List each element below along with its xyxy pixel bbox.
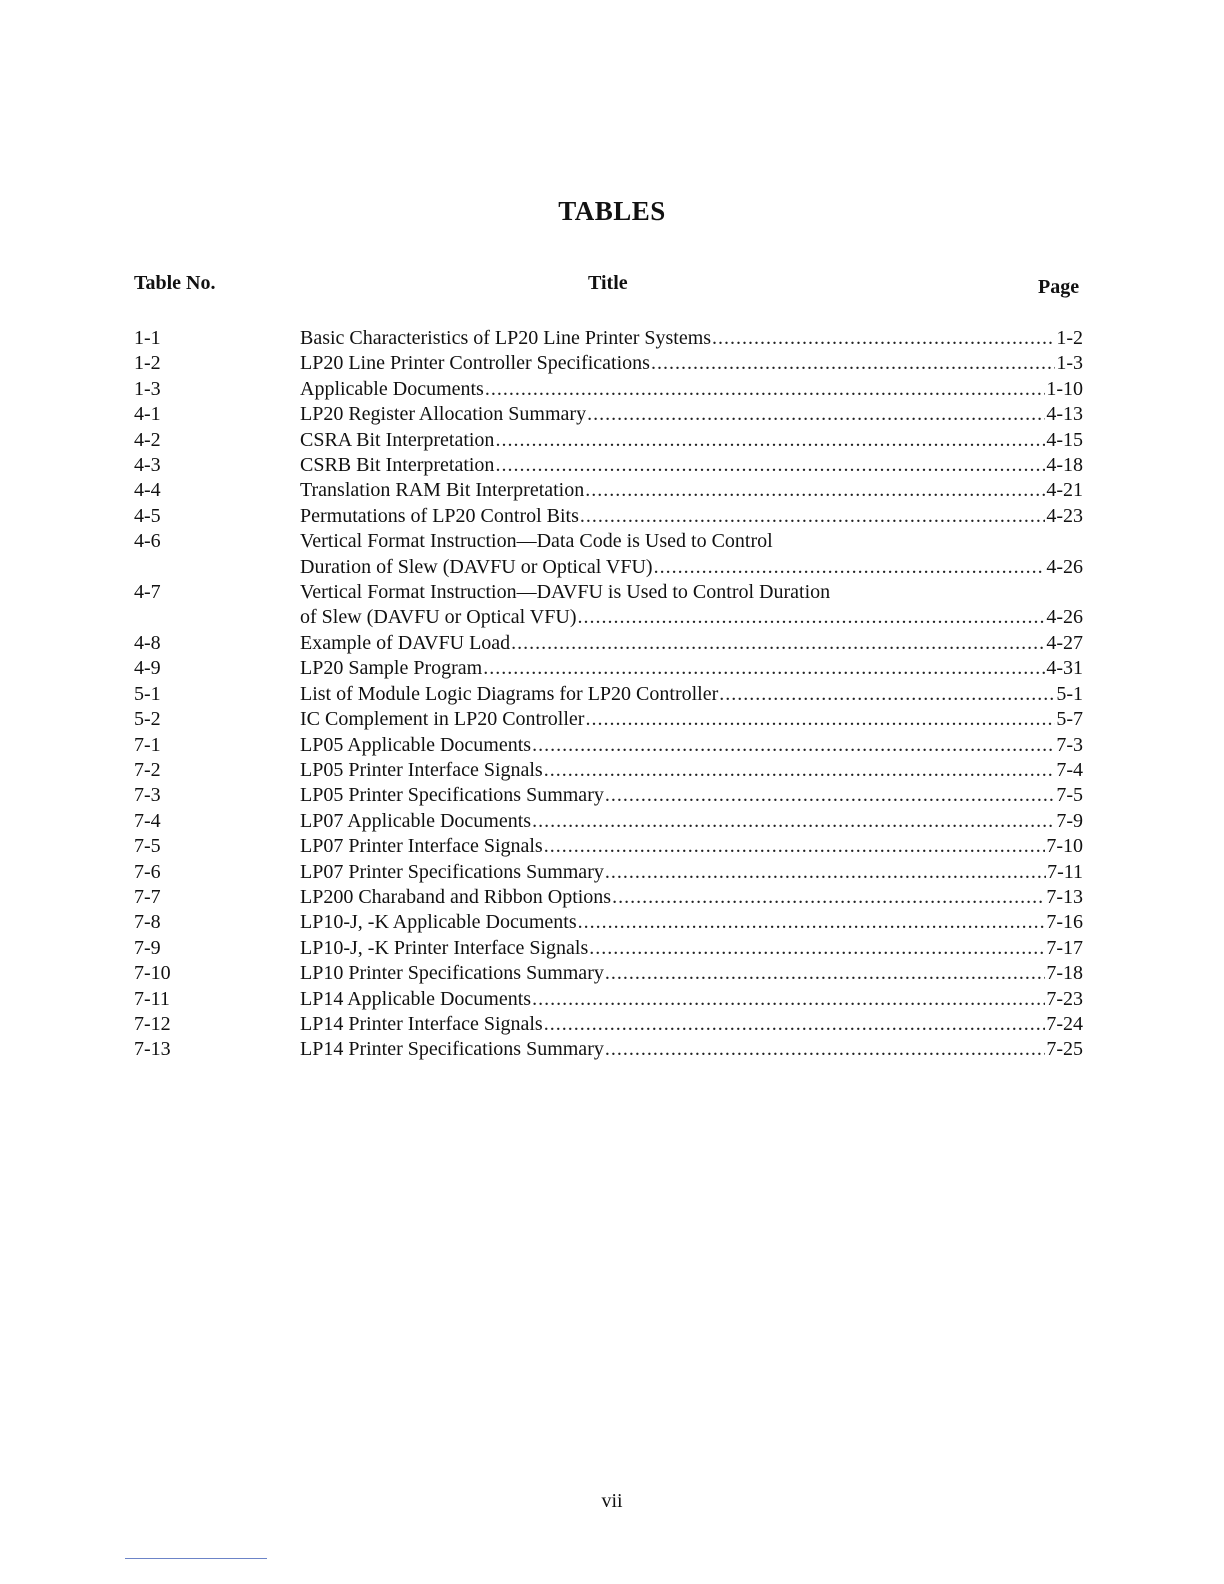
table-title-line (300, 478, 1083, 503)
table-title: LP14 Applicable Documents (300, 987, 532, 1010)
dot-leader (511, 631, 1045, 656)
table-number: 7-4 (134, 809, 161, 832)
table-entry (300, 402, 1083, 427)
table-row (0, 783, 1224, 808)
table-title-line (300, 682, 1083, 707)
table-title-line (300, 351, 1083, 376)
page-ref: 7-16 (1046, 911, 1083, 934)
table-title-line (300, 453, 1083, 478)
page-title: TABLES (558, 196, 666, 227)
table-entry (300, 758, 1083, 783)
table-title: CSRB Bit Interpretation (300, 454, 495, 477)
table-number: 1-1 (134, 327, 161, 349)
table-entry (300, 783, 1083, 808)
table-row (0, 580, 1224, 631)
page-ref: 4-13 (1046, 403, 1083, 426)
table-entry (300, 326, 1083, 351)
column-header-page: Page (1038, 276, 1080, 298)
table-title: LP14 Printer Specifications Summary (300, 1038, 604, 1061)
table-entry (300, 351, 1083, 376)
dot-leader (544, 834, 1046, 859)
table-row (0, 504, 1224, 529)
table-entry (300, 656, 1083, 681)
dot-leader (712, 326, 1055, 351)
dot-leader (587, 402, 1045, 427)
dot-leader (532, 809, 1055, 834)
table-title: LP14 Printer Interface Signals (300, 1012, 543, 1035)
table-number: 7-5 (134, 835, 161, 858)
table-row (0, 860, 1224, 885)
table-entry (300, 580, 1083, 631)
table-entry (300, 961, 1083, 986)
table-entry (300, 453, 1083, 478)
table-title-line (300, 783, 1083, 808)
table-row (0, 758, 1224, 783)
table-title: Permutations of LP20 Control Bits (300, 504, 579, 527)
table-title: Translation RAM Bit Interpretation (300, 479, 585, 502)
page-ref: 7-3 (1056, 733, 1083, 756)
page-ref: 7-5 (1056, 784, 1083, 807)
table-number: 7-2 (134, 758, 161, 781)
table-title-line (300, 605, 1083, 630)
table-row (0, 402, 1224, 427)
column-header-title: Title (588, 272, 628, 294)
page-ref: 4-15 (1046, 428, 1083, 451)
table-entry (300, 910, 1083, 935)
page-ref: 7-17 (1046, 936, 1083, 959)
table-number: 7-11 (134, 987, 170, 1010)
table-title-line (300, 961, 1083, 986)
table-entry (300, 885, 1083, 910)
page-ref: 4-26 (1046, 555, 1083, 578)
dot-leader (577, 605, 1045, 630)
table-title: LP20 Line Printer Controller Specifications (300, 352, 650, 375)
table-number: 4-8 (134, 631, 161, 654)
page-ref: 4-26 (1046, 606, 1083, 629)
table-row (0, 1012, 1224, 1037)
table-title-line (300, 885, 1083, 910)
table-title-line (300, 987, 1083, 1012)
dot-leader (495, 453, 1045, 478)
page-ref: 7-25 (1046, 1038, 1083, 1061)
table-row (0, 961, 1224, 986)
dot-leader (589, 936, 1045, 961)
table-row (0, 733, 1224, 758)
table-number: 7-6 (134, 860, 161, 883)
page-ref: 7-10 (1046, 835, 1083, 858)
table-entry (300, 529, 1083, 580)
page-ref: 1-2 (1056, 327, 1083, 349)
dot-leader (578, 910, 1046, 935)
table-title: Applicable Documents (300, 377, 484, 400)
table-entry (300, 377, 1083, 402)
table-entry (300, 478, 1083, 503)
table-row (0, 910, 1224, 935)
table-entry (300, 987, 1083, 1012)
table-entry (300, 631, 1083, 656)
table-row (0, 351, 1224, 376)
table-row (0, 631, 1224, 656)
dot-leader (605, 860, 1046, 885)
table-row (0, 453, 1224, 478)
table-title: Vertical Format Instruction—DAVFU is Used to Control Duration (300, 581, 831, 604)
table-title-line (300, 656, 1083, 681)
table-title-line (300, 834, 1083, 859)
table-number: 5-2 (134, 708, 161, 731)
page-ref: 7-13 (1046, 885, 1083, 908)
table-title: LP07 Printer Interface Signals (300, 835, 543, 858)
table-title-line (300, 1012, 1083, 1037)
table-title-line (300, 860, 1083, 885)
table-row (0, 809, 1224, 834)
table-entry (300, 860, 1083, 885)
table-title-line (300, 1037, 1083, 1062)
dot-leader (532, 733, 1055, 758)
table-number: 7-7 (134, 885, 161, 908)
table-title: LP10-J, -K Printer Interface Signals (300, 936, 589, 959)
page-number: vii (601, 1490, 623, 1512)
table-title-line (300, 326, 1083, 351)
table-row (0, 326, 1224, 351)
table-title: Duration of Slew (DAVFU or Optical VFU) (300, 555, 653, 578)
dot-leader (605, 1037, 1045, 1062)
table-number: 4-4 (134, 479, 161, 502)
table-row (0, 656, 1224, 681)
page-ref: 1-10 (1046, 377, 1083, 400)
dot-leader (532, 987, 1045, 1012)
table-number: 7-13 (134, 1038, 171, 1061)
table-number: 7-3 (134, 784, 161, 807)
table-title: Example of DAVFU Load (300, 631, 511, 654)
table-title-line (300, 910, 1083, 935)
table-row (0, 682, 1224, 707)
table-row (0, 834, 1224, 859)
table-row (0, 885, 1224, 910)
table-title-line (300, 707, 1083, 732)
table-title: CSRA Bit Interpretation (300, 428, 495, 451)
table-row (0, 1037, 1224, 1062)
page-ref: 7-9 (1056, 809, 1083, 832)
table-entry (300, 834, 1083, 859)
table-number: 4-5 (134, 504, 161, 527)
table-title: of Slew (DAVFU or Optical VFU) (300, 606, 577, 629)
dot-leader (544, 758, 1056, 783)
table-number: 1-2 (134, 352, 161, 375)
table-entry (300, 733, 1083, 758)
table-row (0, 428, 1224, 453)
dot-leader (544, 1012, 1046, 1037)
table-title-line (300, 555, 1083, 580)
table-entry (300, 428, 1083, 453)
tables-list (0, 326, 1224, 1063)
page-ref: 7-11 (1047, 860, 1083, 883)
table-entry (300, 1012, 1083, 1037)
dot-leader (654, 555, 1046, 580)
dot-leader (605, 961, 1045, 986)
page-ref: 4-27 (1046, 631, 1083, 654)
table-entry (300, 809, 1083, 834)
table-title: LP07 Applicable Documents (300, 809, 532, 832)
table-title-line (300, 377, 1083, 402)
table-number: 4-2 (134, 428, 161, 451)
table-title: LP05 Printer Specifications Summary (300, 784, 604, 807)
table-title: LP20 Register Allocation Summary (300, 403, 587, 426)
table-title: LP200 Charaband and Ribbon Options (300, 885, 612, 908)
table-number: 7-10 (134, 962, 171, 985)
table-title: Basic Characteristics of LP20 Line Printer Systems (300, 327, 712, 349)
page-ref: 1-3 (1056, 352, 1083, 375)
page-ref: 4-23 (1046, 504, 1083, 527)
table-title-line (300, 936, 1083, 961)
table-entry (300, 936, 1083, 961)
table-title: LP07 Printer Specifications Summary (300, 860, 604, 883)
table-title-line (300, 402, 1083, 427)
table-number: 4-1 (134, 403, 161, 426)
dot-leader (612, 885, 1045, 910)
page-ref: 4-31 (1046, 657, 1083, 680)
table-number: 1-3 (134, 377, 161, 400)
table-number: 7-9 (134, 936, 161, 959)
dot-leader (483, 656, 1045, 681)
table-row (0, 529, 1224, 580)
table-row (0, 936, 1224, 961)
page-ref: 5-1 (1056, 682, 1083, 705)
table-title-line (300, 428, 1083, 453)
dot-leader (580, 504, 1045, 529)
table-title: IC Complement in LP20 Controller (300, 708, 585, 731)
table-entry (300, 707, 1083, 732)
page-ref: 5-7 (1056, 708, 1083, 731)
table-title-line (300, 631, 1083, 656)
dot-leader (585, 478, 1045, 503)
table-title: LP10 Printer Specifications Summary (300, 962, 604, 985)
table-row (0, 478, 1224, 503)
dot-leader (605, 783, 1055, 808)
table-row (0, 377, 1224, 402)
dot-leader (585, 707, 1055, 732)
page-ref: 4-18 (1046, 454, 1083, 477)
page-ref: 7-4 (1056, 758, 1083, 781)
table-number: 4-7 (134, 581, 161, 604)
table-number: 4-9 (134, 657, 161, 680)
table-title: List of Module Logic Diagrams for LP20 Controller (300, 682, 719, 705)
table-entry (300, 682, 1083, 707)
table-row (0, 987, 1224, 1012)
table-number: 7-12 (134, 1012, 171, 1035)
page-ref: 4-21 (1046, 479, 1083, 502)
table-title: LP05 Applicable Documents (300, 733, 532, 756)
table-title: LP10-J, -K Applicable Documents (300, 911, 577, 934)
table-title-line (300, 758, 1083, 783)
page-ref: 7-23 (1046, 987, 1083, 1010)
table-row (0, 707, 1224, 732)
table-title-line (300, 504, 1083, 529)
table-title-line (300, 809, 1083, 834)
scan-edge-line (125, 1558, 267, 1559)
page-ref: 7-24 (1046, 1012, 1083, 1035)
page-ref: 7-18 (1046, 962, 1083, 985)
dot-leader (495, 428, 1045, 453)
table-title: LP05 Printer Interface Signals (300, 758, 543, 781)
column-header-table-no: Table No. (134, 272, 216, 294)
table-number: 5-1 (134, 682, 161, 705)
table-entry (300, 504, 1083, 529)
table-title: LP20 Sample Program (300, 657, 483, 680)
dot-leader (485, 377, 1045, 402)
table-title-line (300, 733, 1083, 758)
table-number: 4-6 (134, 530, 161, 553)
dot-leader (651, 351, 1055, 376)
table-number: 4-3 (134, 454, 161, 477)
table-title: Vertical Format Instruction—Data Code is Used to Control (300, 530, 773, 553)
table-entry (300, 1037, 1083, 1062)
table-number: 7-8 (134, 911, 161, 934)
dot-leader (719, 682, 1055, 707)
table-number: 7-1 (134, 733, 161, 756)
